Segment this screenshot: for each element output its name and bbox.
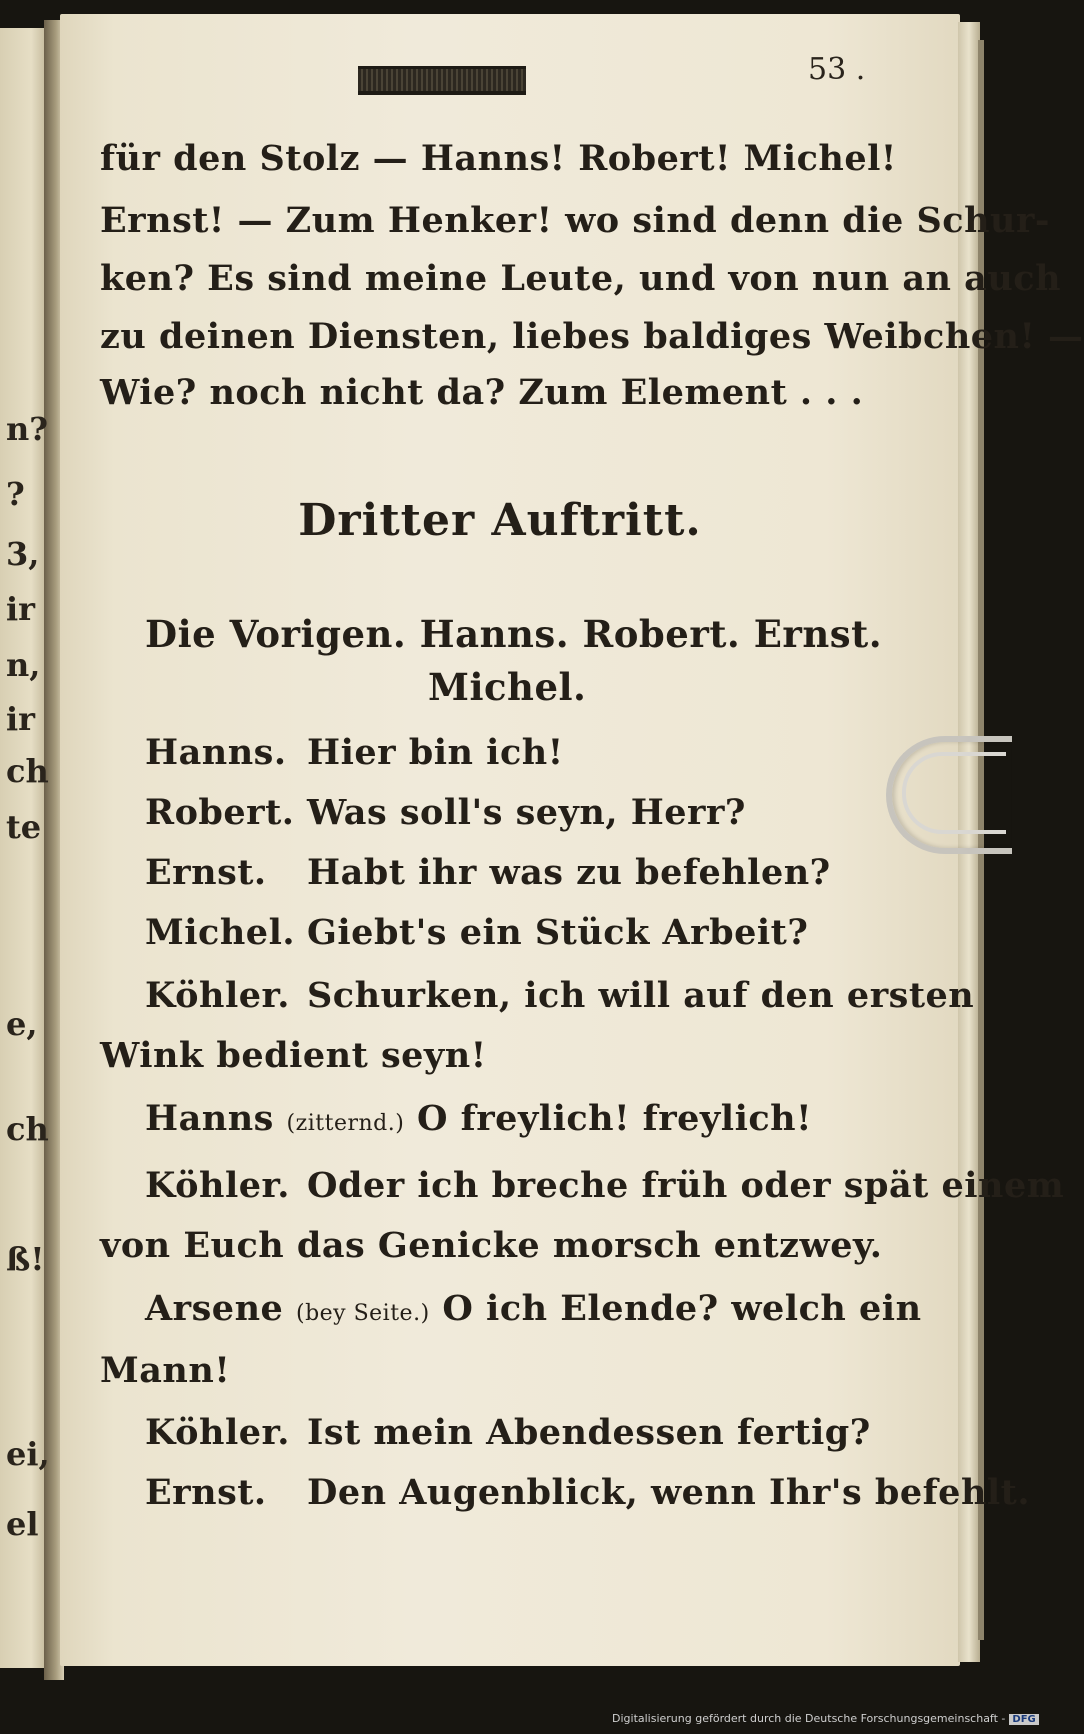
dialogue-text: Habt ihr was zu befehlen? [307,852,831,893]
speaker-name: Köhler. [145,1165,290,1206]
left-fragment: ei, [6,1435,50,1473]
dialogue-continuation: Mann! [100,1350,231,1391]
left-fragment: n, [6,646,41,684]
digitization-credit [612,1712,1039,1725]
left-page-text-fragments [2,0,50,1734]
dialogue-text: O ich Elende? welch ein [442,1288,922,1329]
dialogue-line [145,732,564,773]
speaker-name: Ernst. [145,1472,267,1513]
dialogue-text: Hier bin ich! [307,732,564,773]
dialogue-line [145,1412,871,1453]
speaker-name: Robert. [145,792,295,833]
dialogue-line [145,792,746,833]
left-fragment: 3, [6,535,40,573]
dialogue-text: Ist mein Abendessen fertig? [307,1412,871,1453]
dialogue-continuation: Wink bedient seyn! [100,1035,487,1076]
dialogue-continuation: von Euch das Genicke morsch entzwey. [100,1225,883,1266]
left-fragment: ch [6,752,49,790]
speaker-name: Hanns. [145,732,287,773]
dialogue-line [145,1472,1030,1513]
dialogue-text: O freylich! freylich! [417,1098,812,1139]
text-line: Ernst! — Zum Henker! wo sind denn die Schur- [100,200,1050,241]
cast-list: Die Vorigen. Hanns. Robert. Ernst. [145,612,883,656]
speaker-name: Köhler. [145,975,290,1016]
left-fragment: ir [6,700,36,738]
dialogue-line [145,852,831,893]
speaker-name: Ernst. [145,852,267,893]
dialogue-text: Schurken, ich will auf den ersten [307,975,975,1016]
footer-credit-text: Digitalisierung gefördert durch die Deutsche Forschungsgemeinschaft - [612,1712,1006,1725]
left-fragment: ? [6,475,25,513]
scene-heading: Dritter Auftritt. [298,495,702,546]
page-number: 53 . [808,52,866,87]
speaker-name: Köhler. [145,1412,290,1453]
dialogue-line [145,975,974,1016]
text-line: ken? Es sind meine Leute, und von nun an auch [100,258,1062,299]
left-fragment: e, [6,1005,38,1043]
left-fragment: n? [6,410,49,448]
dialogue-text: Den Augenblick, wenn Ihr's befehlt. [307,1472,1031,1513]
left-fragment: ch [6,1110,49,1148]
header-ornament-rule [358,66,526,95]
dialogue-line [145,1098,812,1139]
speaker-name: Arsene [145,1288,284,1329]
left-fragment: ß! [6,1240,45,1278]
dfg-logo-badge: DFG [1009,1714,1038,1725]
speaker-name: Michel. [145,912,296,953]
stage-direction: (bey Seite.) [295,1301,430,1326]
dialogue-line [145,1165,1064,1206]
paper-clip-inner-loop [902,752,1006,834]
dialogue-text: Was soll's seyn, Herr? [307,792,746,833]
speaker-name: Hanns [145,1098,274,1139]
left-fragment: ir [6,590,36,628]
text-line: für den Stolz — Hanns! Robert! Michel! [100,138,897,179]
dialogue-line [145,1288,922,1329]
stage-direction: (zitternd.) [286,1111,405,1136]
dialogue-text: Giebt's ein Stück Arbeit? [307,912,809,953]
left-fragment: el [6,1505,39,1543]
text-line: Wie? noch nicht da? Zum Element . . . [100,372,864,413]
dialogue-line [145,912,808,953]
cast-list-continued: Michel. [428,665,587,709]
dialogue-text: Oder ich breche früh oder spät einem [307,1165,1065,1206]
text-line: zu deinen Diensten, liebes baldiges Weibchen! — [100,316,1084,357]
left-fragment: te [6,808,42,846]
